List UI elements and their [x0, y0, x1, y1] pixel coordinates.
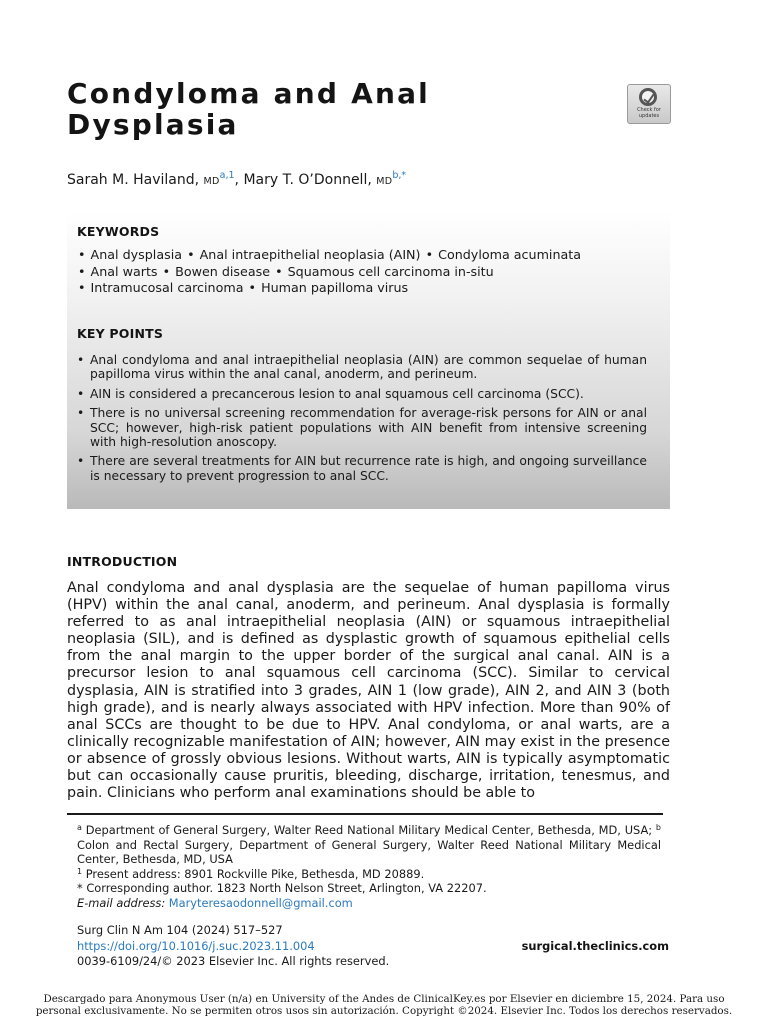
author-2-degree: MD: [376, 176, 393, 187]
affiliations-footnote: [77, 823, 661, 867]
check-for-updates-badge[interactable]: [627, 84, 671, 124]
corresponding-author-footnote: * Corresponding author. 1823 North Nelson Street, Arlington, VA 22207.: [77, 881, 487, 896]
journal-website[interactable]: surgical.theclinics.com: [521, 939, 669, 953]
author-1-name: Sarah M. Haviland,: [67, 172, 204, 188]
keyword: Anal dysplasia: [90, 247, 183, 262]
key-point-item: • AIN is considered a precancerous lesion to anal squamous cell carcinoma (SCC).: [77, 387, 647, 401]
doi-link[interactable]: https://doi.org/10.1016/j.suc.2023.11.004: [77, 938, 315, 953]
keyword-bullet: •: [78, 280, 86, 295]
keyword: Intramucosal carcinoma: [90, 280, 244, 295]
badge-label-line-2: updates: [638, 113, 660, 119]
badge-label-line-1: Check for: [637, 107, 661, 113]
author-line: [67, 172, 406, 188]
keyword-bullet: •: [248, 280, 257, 295]
keywords-line: [77, 280, 581, 297]
article-title: [67, 78, 587, 140]
introduction-paragraph: Anal condyloma and anal dysplasia are the sequelae of human papilloma virus (HPV) within the anal canal, anoderm, and perineum. Anal dysplasia is formally referred to as anal intraepithelial neoplasia (AIN) or squamous intraepithelial neoplasia (SIL), and is defined as dysplastic growth of squamous epithelial cells from the anal margin to the upper border of the surgical anal canal. AIN is a precursor lesion to anal squamous cell carcinoma (SCC). Similar to cervical dysplasia, AIN is stratified into 3 grades, AIN 1 (low grade), AIN 2, and AIN 3 (both high grade), and is nearly always associated with HPV infection. More than 90% of anal SCCs are thought to be due to HPV. Anal condyloma, or anal warts, are a clinically recognizable manifestation of AIN; however, AIN may exist in the presence or absence of grossly obvious lesions. Without warts, AIN is typically asymptomatic but can occasionally cause pruritis, bleeding, discharge, irritation, tenesmus, and pain. Clinicians who perform anal examinations should be able to: [67, 580, 670, 802]
present-address: Present address: 8901 Rockville Pike, Bethesda, MD 20889.: [82, 866, 425, 881]
keyword: Anal intraepithelial neoplasia (AIN): [199, 247, 421, 262]
keywords-heading: KEYWORDS: [77, 224, 160, 239]
present-address-mark: 1: [77, 866, 83, 876]
footnote-divider: [67, 813, 663, 815]
article-title-line-1: Condyloma and Anal: [67, 77, 430, 110]
keywords-line: [77, 264, 581, 281]
keyword-bullet: •: [425, 247, 434, 262]
keywords-list: [77, 247, 581, 297]
footnotes: [77, 823, 661, 911]
keyword: Bowen disease: [175, 263, 271, 279]
affiliation-b: Colon and Rectal Surgery, Department of General Surgery, Walter Reed National Military Medical Center, Bethesda, MD, USA: [77, 837, 661, 867]
keyword-bullet: •: [275, 263, 283, 279]
key-points-list: [77, 353, 647, 488]
keyword: Anal warts: [90, 263, 158, 279]
keyword: Human papilloma virus: [261, 280, 409, 295]
author-1-affiliation-marks[interactable]: a,1: [219, 170, 235, 181]
download-notice: [0, 993, 768, 1018]
keyword-bullet: •: [162, 263, 171, 279]
key-point-item: • There is no universal screening recommendation for average-risk persons for AIN or anal SCC; however, high-risk patient populations with AIN benefit from intensive screening with high-resolution anoscopy.: [77, 406, 647, 449]
introduction-heading: INTRODUCTION: [67, 554, 178, 569]
download-notice-line-1: Descargado para Anonymous User (n/a) en University of the Andes de ClinicalKey.es por Elsevier en diciembre 15, 2024. Para uso: [43, 993, 725, 1005]
keywords-line: [77, 247, 581, 264]
download-notice-line-2: personal exclusivamente. No se permiten otros usos sin autorización. Copyright ©2024. Elsevier Inc. Todos los derechos reservados.: [35, 1005, 733, 1018]
copyright-line: 0039-6109/24/© 2023 Elsevier Inc. All rights reserved.: [77, 954, 390, 969]
affiliation-b-mark: b: [655, 823, 661, 832]
author-2-affiliation-marks[interactable]: b,*: [392, 170, 407, 181]
email-footnote: [77, 896, 661, 911]
keyword-bullet: •: [187, 247, 195, 262]
keyword-bullet: •: [78, 247, 86, 262]
keywords-keypoints-box: [67, 211, 670, 509]
affiliation-a: Department of General Surgery, Walter Reed National Military Medical Center, Bethesda, MD, USA;: [81, 823, 656, 837]
keyword-bullet: •: [78, 263, 86, 279]
email-label: E-mail address:: [77, 895, 166, 910]
email-link[interactable]: Maryteresaodonnell@gmail.com: [168, 895, 353, 910]
key-point-item: • Anal condyloma and anal intraepithelial neoplasia (AIN) are common sequelae of human papilloma virus within the anal canal, anoderm, and perineum.: [77, 353, 647, 382]
key-point-item: • There are several treatments for AIN but recurrence rate is high, and ongoing surveillance is necessary to prevent progression to anal SCC.: [77, 454, 647, 483]
journal-info: [77, 923, 389, 970]
author-separator: ,: [234, 172, 244, 188]
keyword: Squamous cell carcinoma in-situ: [287, 263, 494, 279]
author-2-name: Mary T. O’Donnell,: [243, 172, 377, 188]
journal-citation: Surg Clin N Am 104 (2024) 517–527: [77, 923, 283, 937]
affiliation-a-mark: a: [77, 823, 82, 832]
keyword: Condyloma acuminata: [438, 247, 582, 262]
present-address-footnote: [77, 867, 661, 882]
key-points-heading: KEY POINTS: [77, 326, 164, 341]
author-1-degree: MD: [203, 176, 220, 187]
article-title-line-2: Dysplasia: [67, 108, 239, 141]
check-for-updates-icon: [639, 88, 657, 106]
